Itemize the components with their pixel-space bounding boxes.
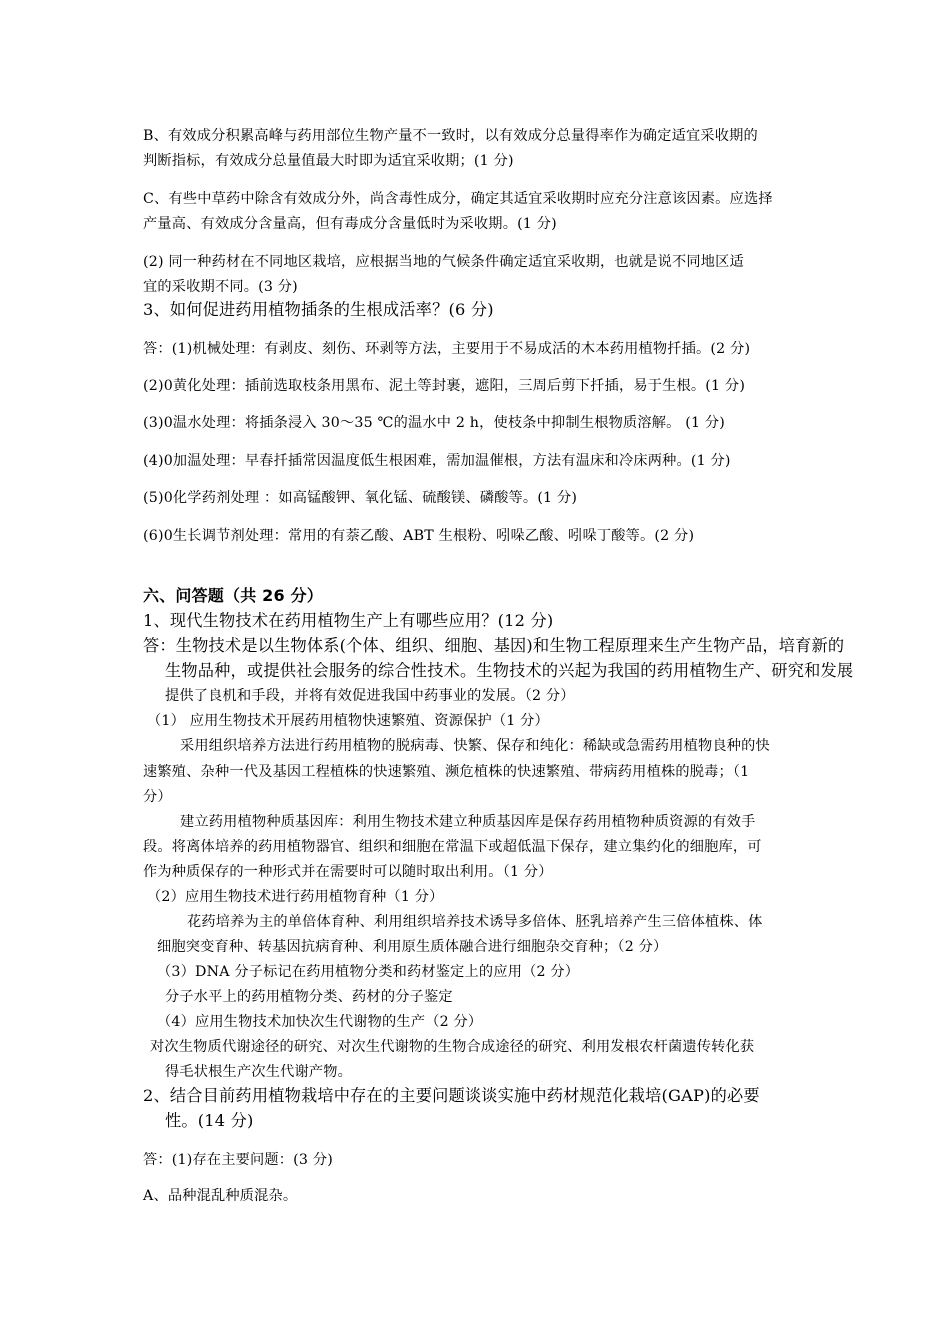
text-line: 提供了良机和手段，并将有效促进我国中药事业的发展。（2 分） (165, 688, 575, 704)
question-heading: 性。(14 分) (165, 1111, 254, 1130)
text-line: 花药培养为主的单倍体育种、利用组织培养技术诱导多倍体、胚乳培养产生三倍体植株、体 (187, 914, 763, 930)
text-line: 产量高、有效成分含量高，但有毒成分含量低时为采收期。(1 分) (143, 216, 557, 232)
text-line: B、有效成分积累高峰与药用部位生物产量不一致时，以有效成分总量得率作为确定适宜采收期的 (143, 128, 758, 144)
question-heading: 2、结合目前药用植物栽培中存在的主要问题谈谈实施中药材规范化栽培(GAP)的必要 (143, 1086, 760, 1105)
subheading: （4）应用生物技术加快次生代谢物的生产（2 分） (157, 1014, 483, 1030)
text-line: 宜的采收期不同。(3 分) (143, 279, 298, 295)
text-line: (2)0黄化处理：插前选取枝条用黑布、泥土等封裹，遮阳，三周后剪下扦插，易于生根。(1 分) (143, 378, 746, 394)
text-line: (6)0生长调节剂处理：常用的有萘乙酸、ABT 生根粉、吲哚乙酸、吲哚丁酸等。(2 分) (143, 528, 695, 544)
text-line: 答：(1)机械处理：有剥皮、刻伤、环剥等方法，主要用于不易成活的木本药用植物扦插。(2 分) (143, 341, 751, 357)
question-heading: 3、如何促进药用植物插条的生根成活率？(6 分) (143, 300, 494, 319)
text-line: 答：生物技术是以生物体系(个体、组织、细胞、基因)和生物工程原理来生产生物产品，培育新的 (143, 636, 845, 655)
subheading: （1） 应用生物技术开展药用植物快速繁殖、资源保护（1 分） (147, 713, 549, 729)
text-line: 判断指标，有效成分总量值最大时即为适宜采收期；(1 分) (143, 153, 514, 169)
text-line: A、品种混乱种质混杂。 (143, 1188, 298, 1204)
subheading: （2）应用生物技术进行药用植物育种（1 分） (147, 889, 444, 905)
text-line: (2) 同一种药材在不同地区栽培，应根据当地的气候条件确定适宜采收期，也就是说不同地区适 (143, 254, 744, 270)
text-line: 段。将离体培养的药用植物器官、组织和细胞在常温下或超低温下保存，建立集约化的细胞库，可 (143, 839, 762, 855)
text-line: 分子水平上的药用植物分类、药材的分子鉴定 (165, 989, 453, 1005)
text-line: 建立药用植物种质基因库：利用生物技术建立种质基因库是保存药用植物种质资源的有效手 (180, 814, 756, 830)
text-line: 答：(1)存在主要问题：(3 分) (143, 1152, 333, 1168)
text-line: 作为种质保存的一种形式并在需要时可以随时取出利用。（1 分） (143, 864, 553, 880)
subheading: （3）DNA 分子标记在药用植物分类和药材鉴定上的应用（2 分） (157, 964, 580, 980)
text-line: 生物品种，或提供社会服务的综合性技术。生物技术的兴起为我国的药用植物生产、研究和发展 (165, 661, 854, 680)
text-line: (3)0温水处理：将插条浸入 30～35 ℃的温水中 2 h，使枝条中抑制生根物质溶解。 (1 分) (143, 415, 726, 431)
text-line: 分） (143, 789, 172, 805)
text-line: (5)0化学药剂处理 ：如高锰酸钾、氧化锰、硫酸镁、磷酸等。(1 分) (143, 490, 578, 506)
section-heading: 六、问答题（共 26 分） (143, 586, 324, 605)
text-line: 速繁殖、杂种一代及基因工程植株的快速繁殖、濒危植株的快速繁殖、带病药用植株的脱毒；（1 (143, 764, 750, 780)
text-line: 得毛状根生产次生代谢产物。 (165, 1064, 353, 1080)
text-line: C、有些中草药中除含有效成分外，尚含毒性成分，确定其适宜采收期时应充分注意该因素。应选择 (143, 191, 773, 207)
question-heading: 1、现代生物技术在药用植物生产上有哪些应用？(12 分) (143, 611, 554, 630)
text-line: 采用组织培养方法进行药用植物的脱病毒、快繁、保存和纯化：稀缺或急需药用植物良种的快 (180, 738, 770, 754)
text-line: 对次生物质代谢途径的研究、对次生代谢物的生物合成途径的研究、利用发根农杆菌遗传转化获 (150, 1039, 755, 1055)
text-line: 细胞突变育种、转基因抗病育种、利用原生质体融合进行细胞杂交育种；（2 分） (157, 939, 668, 955)
text-line: (4)0加温处理：早春扦插常因温度低生根困难，需加温催根，方法有温床和冷床两种。(1 分) (143, 453, 731, 469)
